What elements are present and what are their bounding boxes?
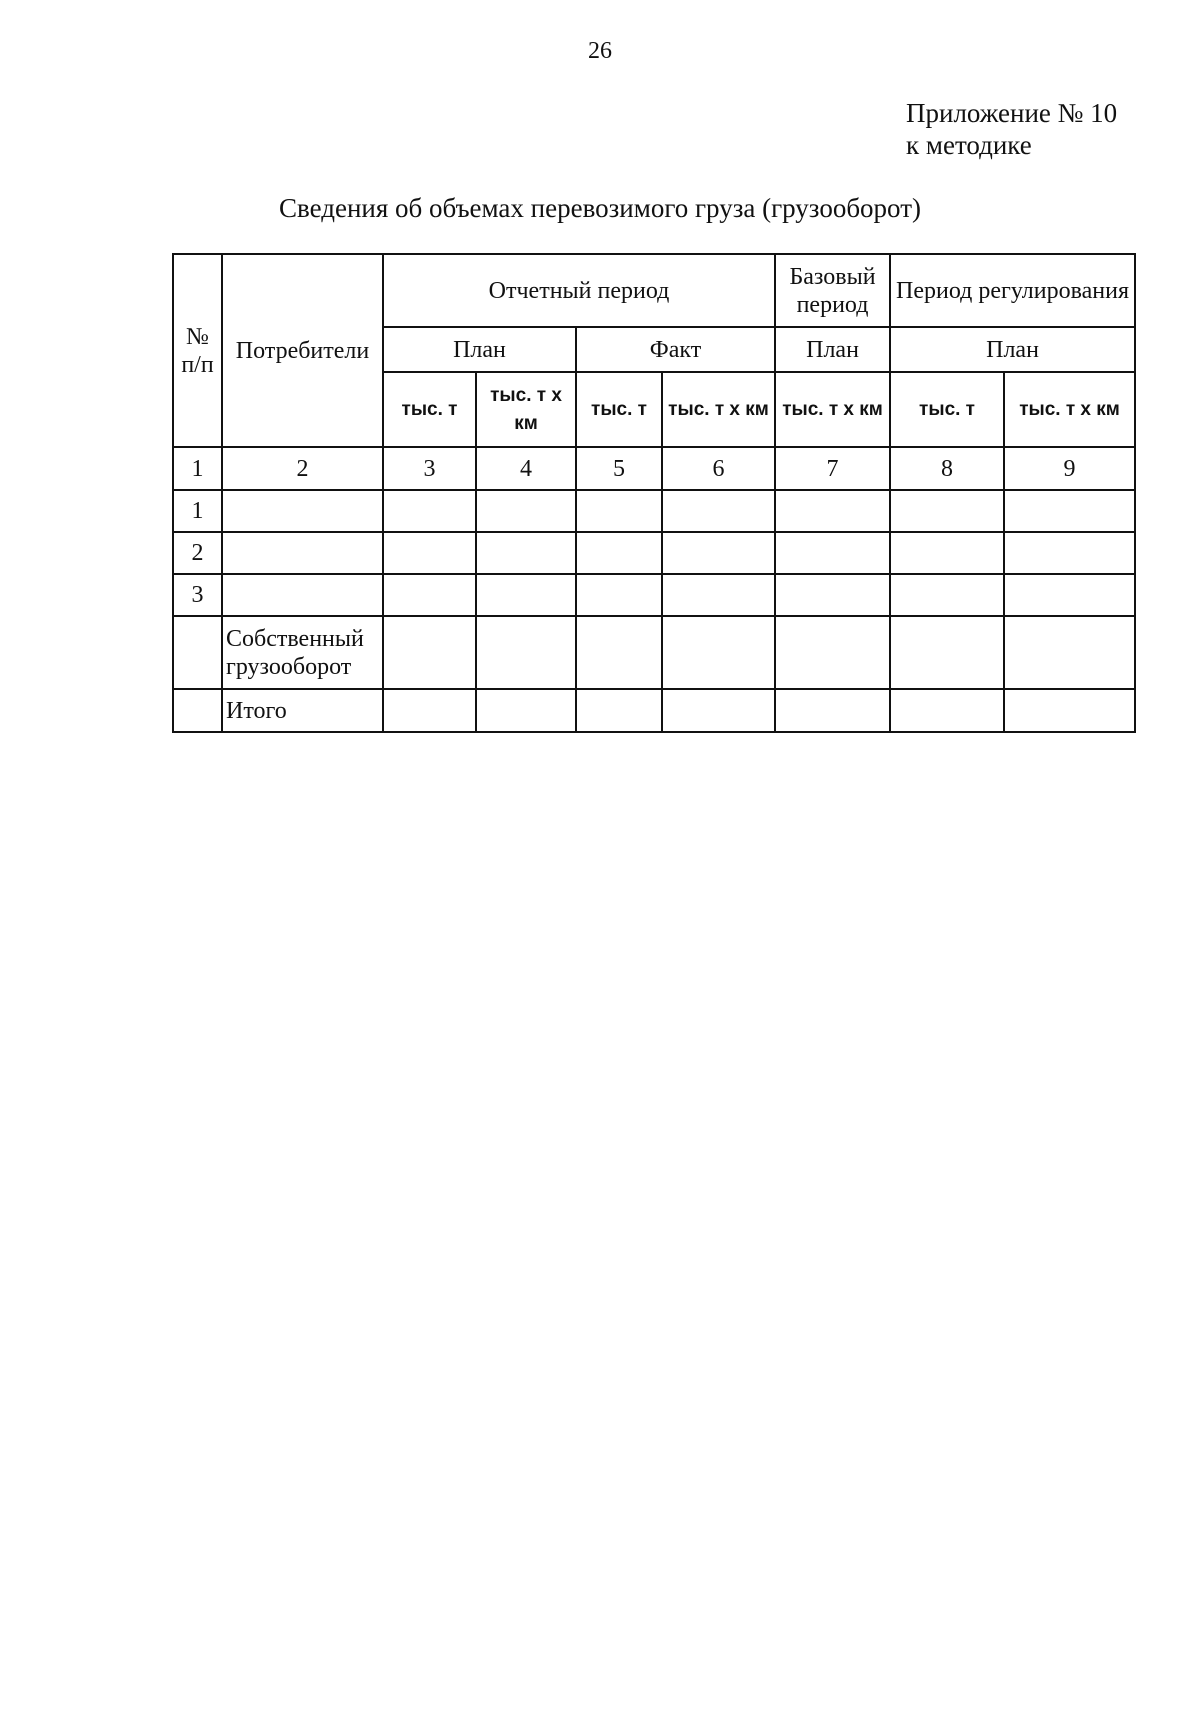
table-row xyxy=(173,490,1135,532)
unit-thousand-ton-km: тыс. т х км xyxy=(662,372,775,447)
table-cell xyxy=(476,616,576,689)
row-total-label: Итого xyxy=(222,689,383,732)
table-cell xyxy=(890,490,1004,532)
header-plan-reporting: План xyxy=(383,327,576,372)
table-cell xyxy=(775,574,890,616)
table-cell xyxy=(662,689,775,732)
table-cell xyxy=(476,532,576,574)
table-cell xyxy=(775,532,890,574)
row-number: 2 xyxy=(173,532,222,574)
table-cell xyxy=(1004,616,1135,689)
column-number: 8 xyxy=(890,447,1004,490)
total-row xyxy=(173,689,1135,732)
table-cell xyxy=(890,616,1004,689)
unit-thousand-tons: тыс. т xyxy=(383,372,476,447)
appendix-line-2: к методике xyxy=(906,130,1032,160)
table-cell xyxy=(476,689,576,732)
header-row-1 xyxy=(173,254,1135,327)
table-cell xyxy=(576,689,662,732)
column-number: 9 xyxy=(1004,447,1135,490)
header-reporting-period: Отчетный период xyxy=(383,254,775,327)
unit-thousand-ton-km: тыс. т х км xyxy=(476,372,576,447)
table-cell xyxy=(383,490,476,532)
table-cell xyxy=(383,616,476,689)
row-number: 3 xyxy=(173,574,222,616)
table-cell xyxy=(662,616,775,689)
column-number: 5 xyxy=(576,447,662,490)
cargo-volume-table xyxy=(172,253,1136,733)
table-cell xyxy=(662,490,775,532)
table-cell xyxy=(890,532,1004,574)
table-cell xyxy=(576,532,662,574)
header-fact-reporting: Факт xyxy=(576,327,775,372)
table-cell xyxy=(1004,532,1135,574)
table-row xyxy=(173,574,1135,616)
document-title: Сведения об объемах перевозимого груза (грузооборот) xyxy=(279,193,921,223)
row-consumer xyxy=(222,574,383,616)
header-plan-regulation: План xyxy=(890,327,1135,372)
appendix-note xyxy=(906,97,1117,161)
column-number: 3 xyxy=(383,447,476,490)
row-consumer xyxy=(222,532,383,574)
unit-thousand-tons: тыс. т xyxy=(890,372,1004,447)
table-cell xyxy=(775,616,890,689)
table-cell xyxy=(383,689,476,732)
header-consumers: Потребители xyxy=(222,254,383,447)
table-cell xyxy=(1004,689,1135,732)
own-turnover-row xyxy=(173,616,1135,689)
header-no: № п/п xyxy=(173,254,222,447)
unit-thousand-ton-km: тыс. т х км xyxy=(1004,372,1135,447)
row-number: 1 xyxy=(173,490,222,532)
column-number: 6 xyxy=(662,447,775,490)
table-cell xyxy=(476,490,576,532)
table-cell xyxy=(890,574,1004,616)
column-number: 2 xyxy=(222,447,383,490)
table-cell xyxy=(775,689,890,732)
column-number: 4 xyxy=(476,447,576,490)
table-cell xyxy=(576,616,662,689)
table-cell xyxy=(476,574,576,616)
table-cell xyxy=(775,490,890,532)
header-base-period: Базовый период xyxy=(775,254,890,327)
table-cell xyxy=(576,490,662,532)
table-cell xyxy=(890,689,1004,732)
column-numbers-row xyxy=(173,447,1135,490)
table-cell xyxy=(383,532,476,574)
table-cell xyxy=(662,532,775,574)
table-row xyxy=(173,532,1135,574)
page-number: 26 xyxy=(588,38,612,64)
header-regulation-period: Период регулирования xyxy=(890,254,1135,327)
appendix-line-1: Приложение № 10 xyxy=(906,98,1118,128)
table-cell xyxy=(662,574,775,616)
row-own-turnover-label: Собственный грузооборот xyxy=(222,616,383,689)
row-consumer xyxy=(222,490,383,532)
unit-thousand-tons: тыс. т xyxy=(576,372,662,447)
table-cell xyxy=(1004,490,1135,532)
table-cell xyxy=(576,574,662,616)
header-plan-base: План xyxy=(775,327,890,372)
unit-thousand-ton-km: тыс. т х км xyxy=(775,372,890,447)
table-cell xyxy=(1004,574,1135,616)
table-cell xyxy=(383,574,476,616)
column-number: 1 xyxy=(173,447,222,490)
row-number xyxy=(173,689,222,732)
column-number: 7 xyxy=(775,447,890,490)
row-number xyxy=(173,616,222,689)
